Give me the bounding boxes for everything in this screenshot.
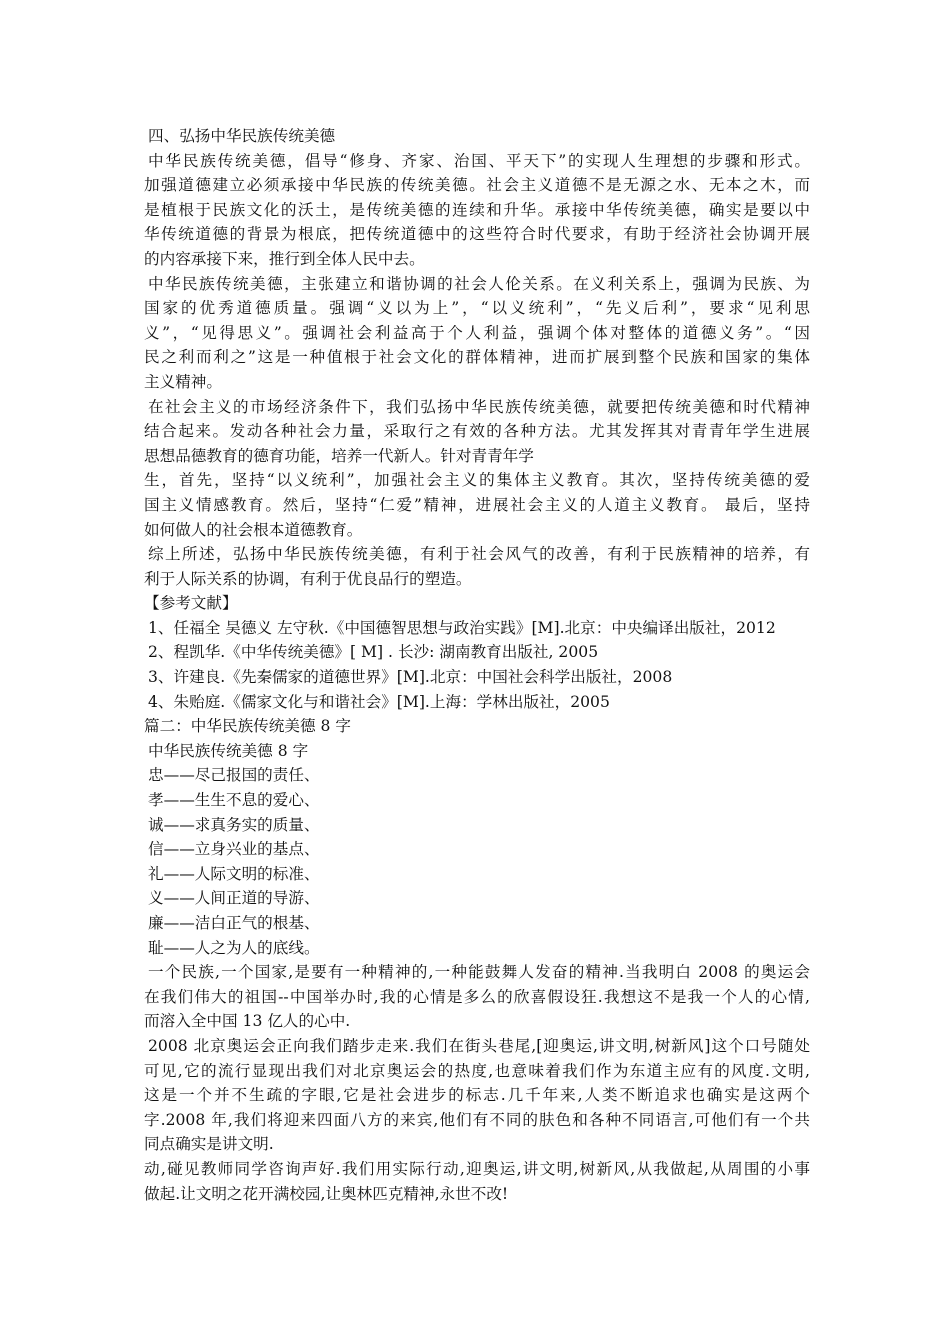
text-line: 同点确实是讲文明. [144,1135,274,1154]
text-line: 在社会主义的市场经济条件下，我们弘扬中华民族传统美德，就要把传统美德和时代精神 [148,397,810,416]
text-line: 是植根于民族文化的沃土，是传统美德的连续和升华。承接中华传统美德，确实是要以中 [144,200,810,219]
text-line: 加强道德建立必须承接中华民族的传统美德。社会主义道德不是无源之水、无本之木，而 [144,176,810,195]
text-line: 民之利而利之”这是一种值根于社会文化的群体精神，进而扩展到整个民族和国家的集体 [144,348,810,367]
virtue-item: 孝——生生不息的爱心、 [148,791,320,810]
text-line: 华传统道德的背景为根底，把传统道德中的这些符合时代要求，有助于经济社会协调开展 [144,225,810,244]
text-line: 国家的优秀道德质量。强调“义以为上”，“以义统利”，“先义后利”，要求“见利思 [144,299,810,318]
section-heading: 四、弘扬中华民族传统美德 [148,127,336,145]
text-line: 思想品德教育的德育功能，培养一代新人。针对青青年学 [144,446,534,465]
document-body [144,124,810,1206]
text-line: 而溶入全中国 13 亿人的心中. [144,1012,351,1031]
reference-item: 2、程凯华.《中华传统美德》[ M] . 长沙: 湖南教育出版社, 2005 [148,643,599,662]
text-line: 国主义情感教育。然后，坚持“仁爱”精神，进展社会主义的人道主义教育。 最后，坚持 [144,495,810,514]
article-title: 篇二：中华民族传统美德 8 字 [144,717,351,736]
reference-list [144,616,810,714]
text-line: 可见,它的流行显现出我们对北京奥运会的热度,也意味着我们作为东道主应有的风度.文明, [144,1061,810,1080]
text-line: 一个民族,一个国家,是要有一种精神的,一种能鼓舞人发奋的精神.当我明白 2008 的奥运会 [148,963,810,982]
text-line: 中华民族传统美德，倡导“修身、齐家、治国、平天下”的实现人生理想的步骤和形式。 [148,151,810,170]
virtue-item: 义——人间正道的导游、 [148,889,320,908]
virtue-list [144,763,810,960]
text-line: 这是一个并不生疏的字眼,它是社会进步的标志.几千年来,人类不断追求也确实是这两个 [144,1086,810,1105]
virtue-item: 廉——洁白正气的根基、 [148,914,320,932]
paragraph-olympics [144,1034,810,1157]
text-line: 的内容承接下来，推行到全体人民中去。 [144,249,425,268]
reference-item: 3、许建良.《先秦儒家的道德世界》[M].北京：中国社会科学出版社，2008 [148,668,673,687]
virtue-item: 信——立身兴业的基点、 [148,840,320,859]
text-line: 中华民族传统美德，主张建立和谐协调的社会人伦关系。在义利关系上，强调为民族、为 [148,274,810,293]
text-line: 生，首先，坚持“以义统利”，加强社会主义的集体主义教育。其次，坚持传统美德的爱 [144,471,810,490]
text-line: 义”，“见得思义”。强调社会利益高于个人利益，强调个体对整体的道德义务”。“因 [144,323,810,342]
virtue-item: 耻——人之为人的底线。 [148,938,320,957]
text-line: 字.2008 年,我们将迎来四面八方的来宾,他们有不同的肤色和各种不同语言,可他们有一个共 [144,1110,810,1129]
article-subtitle: 中华民族传统美德 8 字 [148,741,309,760]
text-line: 做起.让文明之花开满校园,让奥林匹克精神,永世不改! [144,1184,509,1203]
virtue-item: 忠——尽己报国的责任、 [148,766,320,785]
text-line: 利于人际关系的协调，有利于优良品行的塑造。 [144,569,472,588]
text-line: 主义精神。 [144,372,222,391]
virtue-item: 诚——求真务实的质量、 [148,815,320,834]
paragraph-human-relations [144,272,810,395]
text-line: 综上所述，弘扬中华民族传统美德，有利于社会风气的改善，有利于民族精神的培养，有 [148,545,810,564]
virtue-item: 礼——人际文明的标准、 [148,864,320,883]
reference-item: 4、朱贻庭.《儒家文化与和谐社会》[M].上海：学林出版社，2005 [148,692,610,711]
paragraph-summary [144,542,810,591]
paragraph-action [144,1157,810,1206]
paragraph-national-spirit [144,960,810,1034]
text-line: 结合起来。发动各种社会力量，采取行之有效的各种方法。尤其发挥其对青青年学生进展 [144,422,810,441]
text-line: 动,碰见教师同学咨询声好.我们用实际行动,迎奥运,讲文明,树新风,从我做起,从周围的小事 [144,1159,810,1178]
references-heading: 【参考文献】 [144,594,238,613]
paragraph-market-economy [144,395,810,543]
reference-item: 1、任福全 吴德义 左守秋.《中国德智思想与政治实践》[M].北京：中央编译出版社，2012 [148,618,776,637]
text-line: 在我们伟大的祖国--中国举办时,我的心情是多么的欣喜假设狂.我想这不是我一个人的心情, [144,987,810,1006]
text-line: 2008 北京奥运会正向我们踏步走来.我们在街头巷尾,[迎奥运,讲文明,树新风]这个口号随处 [148,1036,810,1055]
text-line: 如何做人的社会根本道德教育。 [144,520,363,539]
paragraph-self-cultivation [144,149,810,272]
